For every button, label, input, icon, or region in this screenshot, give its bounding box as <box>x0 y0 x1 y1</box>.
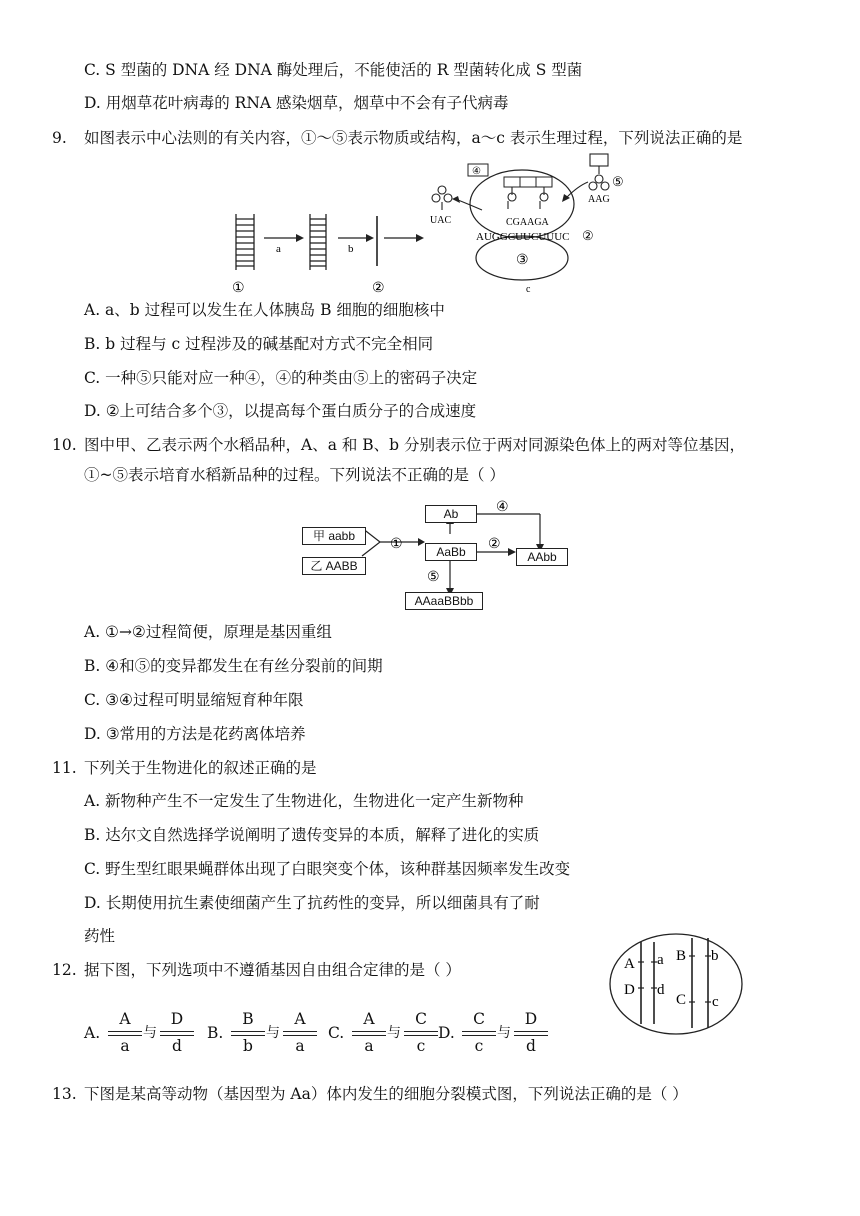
q12-frac2-bar2 <box>283 1035 317 1036</box>
gene-d: d <box>657 982 665 998</box>
q9-number: 9. <box>52 129 67 147</box>
q11-option-c: C. 野生型红眼果蝇群体出现了白眼突变个体，该种群基因频率发生改变 <box>84 860 571 878</box>
genotype-aabb: AaBb <box>425 543 477 561</box>
q12-frac1-bar <box>462 1031 496 1032</box>
gene-B: B <box>676 948 687 964</box>
q12-option-4 <box>438 1010 556 1056</box>
q12-frac2-bottom: d <box>526 1037 536 1055</box>
q12-frac1-bottom: a <box>120 1037 130 1055</box>
q11-stem: 下列关于生物进化的叙述正确的是 <box>84 759 317 777</box>
step-2: ② <box>488 537 501 552</box>
q12-option-3 <box>328 1010 446 1056</box>
q12-frac1-top: A <box>363 1010 375 1028</box>
q12-stem: 据下图，下列选项中不遵循基因自由组合定律的是（ ） <box>84 961 461 979</box>
q10-number: 10. <box>52 436 77 454</box>
step-5: ⑤ <box>427 570 440 585</box>
q12-frac1-top: C <box>473 1010 485 1028</box>
q12-frac1-bottom: b <box>243 1037 253 1055</box>
genotype-aabb-result: AAbb <box>516 548 568 566</box>
gene-a: a <box>657 952 664 968</box>
gene-c: c <box>712 994 719 1010</box>
q11-option-d: D. 长期使用抗生素使细菌产生了抗药性的变异，所以细菌具有了耐 <box>84 894 540 912</box>
gene-D: D <box>624 982 635 998</box>
gene-C: C <box>676 992 687 1008</box>
dna-ladder-2 <box>310 214 326 270</box>
q10-option-a: A. ①→②过程简便，原理是基因重组 <box>84 623 332 641</box>
q10-option-c: C. ③④过程可明显缩短育种年限 <box>84 691 304 709</box>
q10-stem-line2: ①~⑤表示培育水稻新品种的过程。下列说法不正确的是（ ） <box>84 466 505 484</box>
genotype-aaaabbbb: AAaaBBbb <box>405 592 483 610</box>
q12-frac2-top: C <box>415 1010 427 1028</box>
label-c: c <box>526 284 531 295</box>
q12-frac2-bottom: d <box>172 1037 182 1055</box>
label-2: ② <box>372 281 385 296</box>
q9-option-b: B. b 过程与 c 过程涉及的碱基配对方式不完全相同 <box>84 335 434 353</box>
q10-stem-line1: 图中甲、乙表示两个水稻品种，A、a 和 B、b 分别表示位于两对同源染色体上的两对等位基因， <box>84 436 746 454</box>
q12-frac2-bar <box>404 1031 438 1032</box>
q9-option-a: A. a、b 过程可以发生在人体胰岛 B 细胞的细胞核中 <box>84 301 445 319</box>
q9-option-c: C. 一种⑤只能对应一种④，④的种类由⑤上的密码子决定 <box>84 369 478 387</box>
q11-option-b: B. 达尔文自然选择学说阐明了遗传变异的本质，解释了进化的实质 <box>84 826 540 844</box>
mrna-sequence: AUGGCUUCUUUC <box>476 231 570 243</box>
q12-frac2-top: D <box>524 1010 538 1028</box>
q12-frac2-bar <box>514 1031 548 1032</box>
gene-A: A <box>624 956 635 972</box>
variety-jia: 甲 aabb <box>302 527 366 545</box>
q12-frac1-bar <box>352 1031 386 1032</box>
anticodon-uac: UAC <box>430 215 452 226</box>
q12-frac1-bar2 <box>231 1035 265 1036</box>
q12-option-1 <box>84 1010 202 1056</box>
trna-left <box>432 186 452 210</box>
dna-ladder-1 <box>236 214 254 270</box>
q12-frac2-bar <box>283 1031 317 1032</box>
q12-yu: 与 <box>266 1025 280 1041</box>
q11-option-d-cont: 药性 <box>84 927 116 945</box>
q11-option-a: A. 新物种产生不一定发生了生物进化，生物进化一定产生新物种 <box>84 792 524 810</box>
q12-option-label: A. <box>84 1024 101 1042</box>
q12-option-label: B. <box>207 1024 224 1042</box>
q12-frac1-bar <box>108 1031 142 1032</box>
q12-option-2 <box>207 1010 325 1056</box>
label-b: b <box>348 243 354 255</box>
q12-frac1-bottom: c <box>474 1037 484 1055</box>
q12-frac2-bar2 <box>160 1035 194 1036</box>
q12-frac1-bar <box>231 1031 265 1032</box>
step-4: ④ <box>496 500 509 515</box>
q12-frac1-bottom: a <box>364 1037 374 1055</box>
genotype-ab: Ab <box>425 505 477 523</box>
q12-frac2-top: D <box>170 1010 184 1028</box>
label-a: a <box>276 243 281 255</box>
q9-stem: 如图表示中心法则的有关内容，①～⑤表示物质或结构，a～c 表示生理过程，下列说法正确的是 <box>84 129 743 147</box>
q8-option-c: C. S 型菌的 DNA 经 DNA 酶处理后，不能使活的 R 型菌转化成 S 型菌 <box>84 61 583 79</box>
q12-number: 12. <box>52 961 77 979</box>
label-5: ⑤ <box>612 174 624 189</box>
label-2b: ② <box>582 228 594 243</box>
codon-cgaaga: CGAAGA <box>506 217 549 228</box>
q12-yu: 与 <box>497 1025 511 1041</box>
gene-b: b <box>711 948 719 964</box>
q12-frac1-bar2 <box>352 1035 386 1036</box>
q12-frac1-bar2 <box>108 1035 142 1036</box>
q13-stem: 下图是某高等动物（基因型为 Aa）体内发生的细胞分裂模式图，下列说法正确的是（ ） <box>84 1085 688 1103</box>
q12-yu: 与 <box>143 1025 157 1041</box>
trna-right <box>589 154 609 190</box>
label-3: ③ <box>516 253 529 268</box>
q12-frac2-top: A <box>294 1010 306 1028</box>
q13-number: 13. <box>52 1085 77 1103</box>
q9-option-d: D. ②上可结合多个③，以提高每个蛋白质分子的合成速度 <box>84 402 477 420</box>
q12-option-label: C. <box>328 1024 345 1042</box>
q12-frac1-bar2 <box>462 1035 496 1036</box>
q12-frac2-bar <box>160 1031 194 1032</box>
q12-option-label: D. <box>438 1024 455 1042</box>
q12-yu: 与 <box>387 1025 401 1041</box>
q10-option-d: D. ③常用的方法是花药离体培养 <box>84 725 306 743</box>
q10-option-b: B. ④和⑤的变异都发生在有丝分裂前的间期 <box>84 657 383 675</box>
q12-frac2-bottom: a <box>295 1037 305 1055</box>
q12-frac2-bar2 <box>514 1035 548 1036</box>
chromosome-cell-figure <box>608 932 748 1042</box>
q11-number: 11. <box>52 759 77 777</box>
anticodon-aag: AAG <box>588 194 610 205</box>
q12-frac2-bottom: c <box>416 1037 426 1055</box>
label-1: ① <box>232 281 245 296</box>
step-1: ① <box>390 537 403 552</box>
q12-frac2-bar2 <box>404 1035 438 1036</box>
q12-frac1-top: A <box>119 1010 131 1028</box>
central-dogma-figure <box>220 152 640 297</box>
q12-frac1-top: B <box>242 1010 254 1028</box>
label-4: ④ <box>472 166 481 177</box>
q8-option-d: D. 用烟草花叶病毒的 RNA 感染烟草，烟草中不会有子代病毒 <box>84 94 509 112</box>
variety-yi: 乙 AABB <box>302 557 366 575</box>
